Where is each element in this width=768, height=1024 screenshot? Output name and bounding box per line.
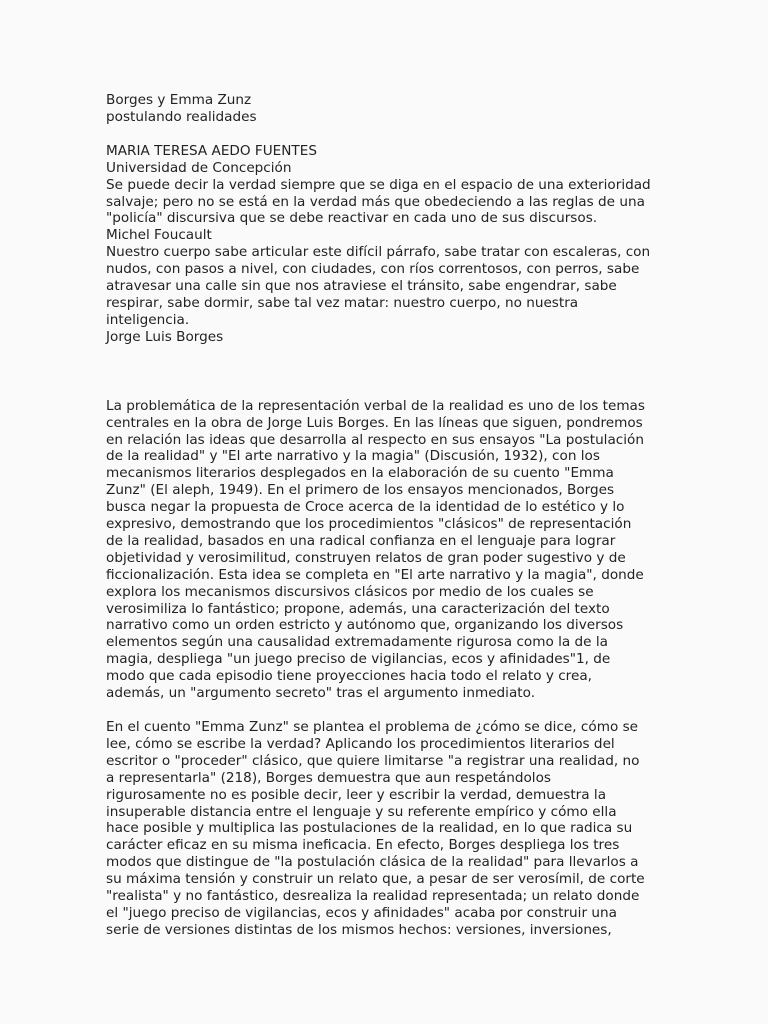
paragraph-line: expresivo, demostrando que los procedimientos "clásicos" de representación (106, 516, 632, 533)
paragraph-line: modo que cada episodio tiene proyecciones hacia todo el relato y crea, (106, 668, 592, 685)
document-title (106, 92, 668, 126)
paragraph-line: explora los mecanismos discursivos clásicos por medio de los cuales se (106, 583, 594, 600)
epigraph-borges (106, 244, 668, 345)
subtitle-line: postulando realidades (106, 108, 257, 125)
epigraph-line: inteligencia. (106, 311, 190, 328)
paragraph-line: en relación las ideas que desarrolla al respecto en sus ensayos "La postulación (106, 431, 644, 448)
paragraph-line: el "juego preciso de vigilancias, ecos y afinidades" acaba por construir una (106, 904, 617, 921)
author-name: MARIA TERESA AEDO FUENTES (106, 142, 317, 159)
paragraph-line: En el cuento "Emma Zunz" se plantea el problema de ¿cómo se dice, cómo se (106, 719, 639, 735)
paragraph-line: insuperable distancia entre el lenguaje y su referente empírico y cómo ella (106, 803, 617, 820)
paragraph-line: a representarla" (218), Borges demuestra que aun respetándolos (106, 769, 551, 786)
paragraph-line: "realista" y no fantástico, desrealiza la realidad representada; un relato donde (106, 888, 640, 905)
paragraph-line: narrativo como un orden estricto y autónomo que, organizando los diversos (106, 617, 624, 634)
epigraph-line: nudos, con pasos a nivel, con ciudades, con ríos correntosos, con perros, sabe (106, 261, 640, 278)
paragraph-line: hace posible y multiplica las postulaciones de la realidad, en lo que radica su (106, 820, 633, 837)
epigraph-line: "policía" discursiva que se debe reactivar en cada uno de sus discursos. (106, 210, 598, 227)
paragraph-line: magia, despliega "un juego preciso de vigilancias, ecos y afinidades"1, de (106, 651, 611, 668)
paragraph-line: escritor o "proceder" clásico, que quiere limitarse "a registrar una realidad, no (106, 752, 640, 769)
epigraph-foucault (106, 177, 668, 245)
paragraph-line: mecanismos literarios desplegados en la elaboración de su cuento "Emma (106, 465, 614, 482)
epigraph-attribution: Jorge Luis Borges (106, 328, 224, 345)
paragraph-line: rigurosamente no es posible decir, leer y escribir la verdad, demuestra la (106, 786, 607, 803)
paragraph-line: Zunz" (El aleph, 1949). En el primero de los ensayos mencionados, Borges (106, 482, 615, 499)
epigraph-line: salvaje; pero no se está en la verdad más que obedeciendo a las reglas de una (106, 193, 645, 210)
paragraph-line: carácter eficaz en su misma ineficacia. En efecto, Borges despliega los tres (106, 837, 620, 854)
paragraph-line: serie de versiones distintas de los mismos hechos: versiones, inversiones, (106, 921, 612, 938)
paragraph-line: verosimiliza lo fantástico; propone, además, una caracterización del texto (106, 600, 610, 617)
paragraph-line: ficcionalización. Esta idea se completa en "El arte narrativo y la magia", donde (106, 566, 644, 583)
paragraph-line: además, un "argumento secreto" tras el argumento inmediato. (106, 685, 536, 702)
paragraph-line: elementos según una causalidad extremadamente rigurosa como la de la (106, 634, 608, 651)
epigraph-line: atravesar una calle sin que nos atraviese el tránsito, sabe engendrar, sabe (106, 278, 617, 295)
paragraph-line: lee, cómo se escribe la verdad? Aplicando los procedimientos literarios del (106, 735, 615, 752)
body-paragraph-1 (106, 398, 668, 702)
epigraph-line: Se puede decir la verdad siempre que se diga en el espacio de una exterioridad (106, 176, 651, 193)
paragraph-line: objetividad y verosimilitud, construyen relatos de gran poder sugestivo y de (106, 549, 626, 566)
title-line: Borges y Emma Zunz (106, 92, 252, 108)
paragraph-line: centrales en la obra de Jorge Luis Borges. En las líneas que siguen, pondremos (106, 414, 643, 431)
paragraph-line: de la realidad" y "El arte narrativo y la magia" (Discusión, 1932), con los (106, 448, 600, 465)
paragraph-line: su máxima tensión y construir un relato que, a pesar de ser verosímil, de corte (106, 871, 645, 888)
epigraph-attribution: Michel Foucault (106, 227, 212, 244)
author-affiliation: Universidad de Concepción (106, 159, 292, 176)
paragraph-line: busca negar la propuesta de Croce acerca de la identidad de lo estético y lo (106, 499, 625, 516)
paragraph-line: La problemática de la representación verbal de la realidad es uno de los temas (106, 397, 645, 414)
epigraph-line: Nuestro cuerpo sabe articular este difícil párrafo, sabe tratar con escaleras, con (106, 244, 651, 261)
paragraph-line: modos que distingue de "la postulación clásica de la realidad" para llevarlos a (106, 854, 639, 871)
body-paragraph-2 (106, 719, 668, 939)
paragraph-line: de la realidad, basados en una radical confianza en el lenguaje para lograr (106, 532, 616, 549)
epigraph-line: respirar, sabe dormir, sabe tal vez matar: nuestro cuerpo, no nuestra (106, 294, 579, 311)
